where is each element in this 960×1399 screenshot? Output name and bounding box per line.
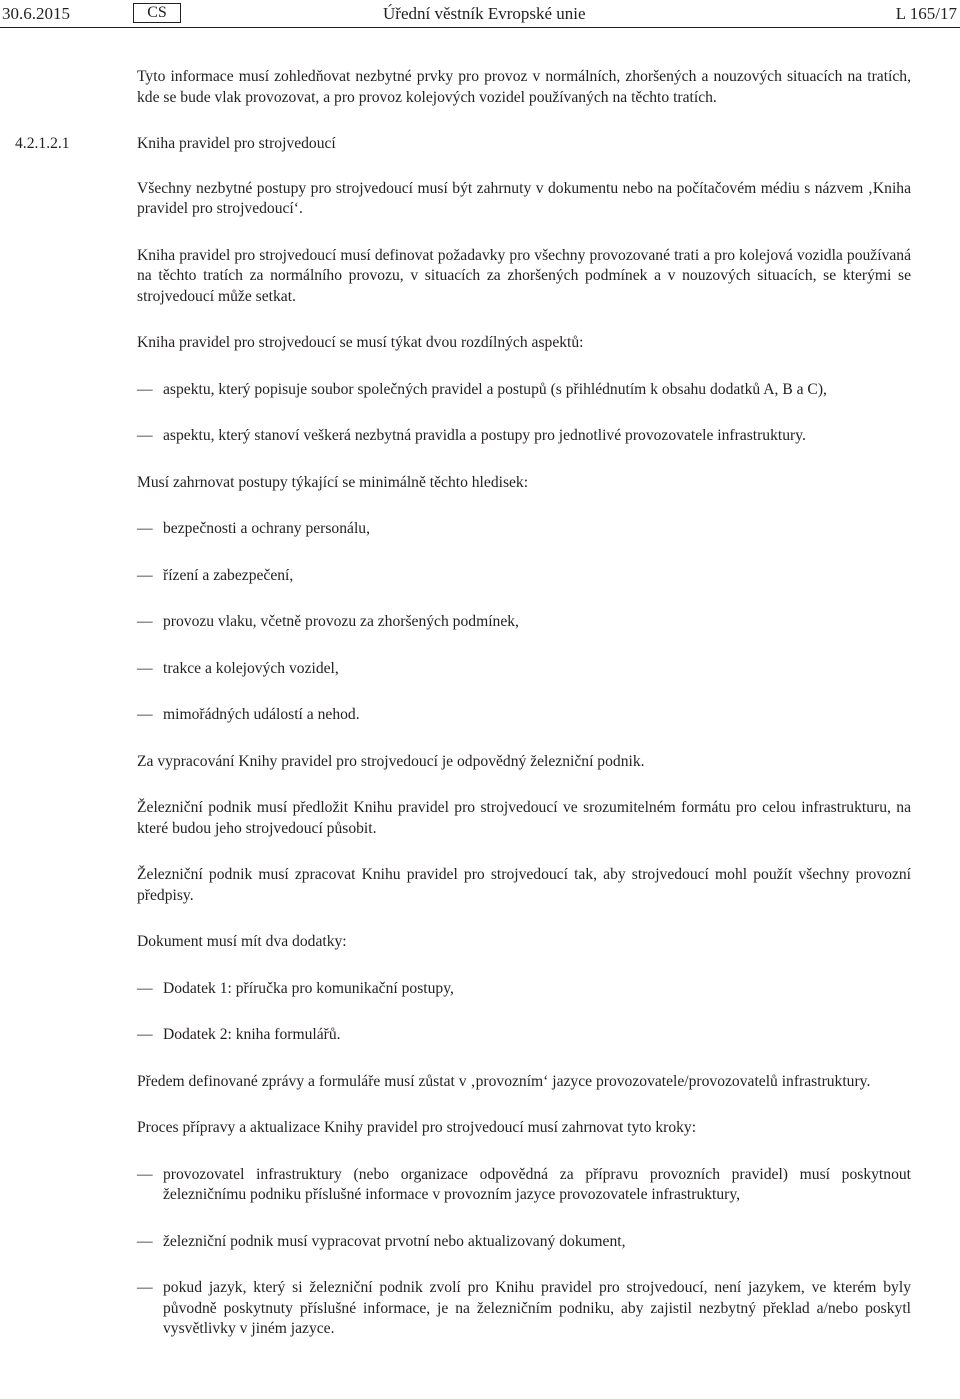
list-item-text: provozu vlaku, včetně provozu za zhoršených podmínek, xyxy=(163,613,519,630)
section-number: 4.2.1.2.1 xyxy=(15,135,70,152)
paragraph: Předem definované zprávy a formuláře musí zůstat v ‚provozním‘ jazyce provozovatele/provozovatelů infrastruktury. xyxy=(137,1072,871,1090)
list-item xyxy=(137,979,911,1000)
language-code-box: CS xyxy=(133,3,181,23)
dash-bullet: — xyxy=(137,520,153,537)
section-heading xyxy=(15,134,911,155)
list-item-text: provozovatel infrastruktury (nebo organizace odpovědná za přípravu provozních pravidel) musí poskytnout železničnímu podniku příslušné informace v provozním jazyce provozovatele infrastruktury, xyxy=(163,1165,911,1203)
paragraph: Železniční podnik musí zpracovat Knihu pravidel pro strojvedoucí tak, aby strojvedoucí mohl použít všechny provozní předpisy. xyxy=(137,866,911,904)
list-item xyxy=(137,380,911,401)
intro-paragraph: Tyto informace musí zohledňovat nezbytné prvky pro provoz v normálních, zhoršených a nouzových situacích na tratích, kde se bude vlak provozovat, a pro provoz kolejových vozidel používaných na těchto tratích. xyxy=(137,68,911,106)
list-item xyxy=(137,705,911,726)
list-item-text: řízení a zabezpečení, xyxy=(163,566,294,584)
page-header xyxy=(0,3,960,25)
publication-date: 30.6.2015 xyxy=(2,4,70,23)
list-item xyxy=(137,1025,911,1046)
list-item xyxy=(137,1232,911,1253)
list-item xyxy=(137,519,911,540)
list-item xyxy=(137,566,911,587)
list-item-text: železniční podnik musí vypracovat prvotní nebo aktualizovaný dokument, xyxy=(163,1232,626,1250)
paragraph: Dokument musí mít dva dodatky: xyxy=(137,933,347,950)
list-item xyxy=(137,1278,911,1340)
section-title: Kniha pravidel pro strojvedoucí xyxy=(137,135,336,152)
dash-bullet: — xyxy=(137,1232,153,1250)
list-item xyxy=(137,659,911,680)
paragraph: Proces přípravy a aktualizace Knihy pravidel pro strojvedoucí musí zahrnovat tyto kroky: xyxy=(137,1119,697,1136)
paragraph: Musí zahrnovat postupy týkající se minimálně těchto hledisek: xyxy=(137,473,529,491)
dash-bullet: — xyxy=(137,566,153,584)
document-body xyxy=(15,67,911,1340)
list-item-text: mimořádných událostí a nehod. xyxy=(163,706,360,723)
journal-title: Úřední věstník Evropské unie xyxy=(383,4,586,23)
list-item-text: aspektu, který stanoví veškerá nezbytná pravidla a postupy pro jednotlivé provozovatele infrastruktury. xyxy=(163,427,806,444)
dash-bullet: — xyxy=(137,979,153,997)
dash-bullet: — xyxy=(137,427,153,444)
dash-bullet: — xyxy=(137,380,153,398)
list-item xyxy=(137,1165,911,1206)
list-item-text: Dodatek 2: kniha formulářů. xyxy=(163,1026,341,1043)
paragraph: Kniha pravidel pro strojvedoucí musí definovat požadavky pro všechny provozované trati a pro kolejová vozidla používaná na těchto tratích za normálního provozu, v situacích za zhoršených podmínek a v nouzových situacích, se kterými se strojvedoucí může setkat. xyxy=(137,246,911,305)
list-item-text: trakce a kolejových vozidel, xyxy=(163,659,339,677)
page-number: L 165/17 xyxy=(895,4,957,23)
dash-bullet: — xyxy=(137,613,153,630)
paragraph: Kniha pravidel pro strojvedoucí se musí týkat dvou rozdílných aspektů: xyxy=(137,334,584,351)
dash-bullet: — xyxy=(137,1165,153,1183)
paragraph: Za vypracování Knihy pravidel pro strojvedoucí je odpovědný železniční podnik. xyxy=(137,752,645,770)
dash-bullet: — xyxy=(137,1026,153,1043)
list-item xyxy=(137,426,911,447)
dash-bullet: — xyxy=(137,1279,153,1296)
list-item-text: pokud jazyk, který si železniční podnik zvolí pro Knihu pravidel pro strojvedoucí, není jazykem, ve kterém byly původně poskytnuty příslušné informace, je na železničním podniku, aby zajistil nezbytný překlad a/nebo poskytl vysvětlivky v jiném jazyce. xyxy=(163,1279,911,1337)
paragraph: Všechny nezbytné postupy pro strojvedoucí musí být zahrnuty v dokumentu nebo na počítačovém médiu s názvem ‚Kniha pravidel pro strojvedoucí‘. xyxy=(137,179,911,217)
list-item-text: bezpečnosti a ochrany personálu, xyxy=(163,520,370,537)
list-item-text: Dodatek 1: příručka pro komunikační postupy, xyxy=(163,979,454,997)
dash-bullet: — xyxy=(137,659,153,677)
list-item xyxy=(137,612,911,633)
header-rule xyxy=(0,27,960,28)
list-item-text: aspektu, který popisuje soubor společných pravidel a postupů (s přihlédnutím k obsahu dodatků A, B a C), xyxy=(163,380,827,398)
dash-bullet: — xyxy=(137,706,153,723)
paragraph: Železniční podnik musí předložit Knihu pravidel pro strojvedoucí ve srozumitelném formátu pro celou infrastrukturu, na které budou jeho strojvedoucí působit. xyxy=(137,799,911,837)
